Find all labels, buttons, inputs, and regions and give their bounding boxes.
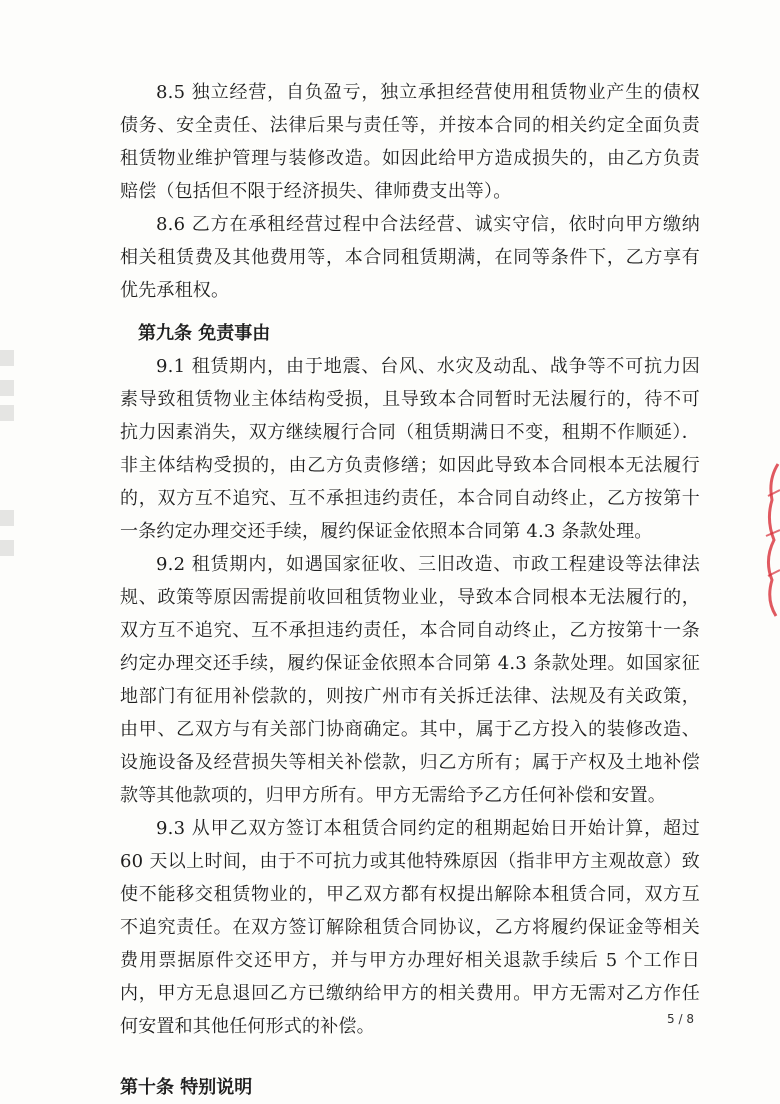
scan-shadow-mark (0, 510, 14, 526)
red-seal-stamp-edge (758, 460, 780, 620)
section-10-heading: 第十条 特别说明 (120, 1077, 253, 1098)
scan-shadow-mark (0, 540, 14, 556)
scan-shadow-mark (0, 405, 14, 421)
clause-9-2: 9.2 租赁期内，如遇国家征收、三旧改造、市政工程建设等法律法规、政策等原因需提前收回租赁物业业，导致本合同根本无法履行的，双方互不追究、互不承担违约责任，本合同自动终止，乙方按第十一条约定办理交还手续，履约保证金依照本合同第 4.3 条款处理。如国家征地部门有征用补偿款的，则按广州市有关拆迁法律、法规及有关政策，由甲、乙双方与有关部门协商确定。其中，属于乙方投入的装修改造、设施设备及经营损失等相关补偿款，归乙方所有；属于产权及土地补偿款等其他款项的，归甲方所有。甲方无需给予乙方任何补偿和安置。 (120, 554, 700, 806)
document-body (120, 76, 700, 1104)
page-number: 5 / 8 (667, 1012, 694, 1026)
clause-8-6: 8.6 乙方在承租经营过程中合法经营、诚实守信，依时向甲方缴纳相关租赁费及其他费用等，本合同租赁期满，在同等条件下，乙方享有优先承租权。 (120, 214, 700, 301)
scan-shadow-mark (0, 380, 14, 396)
clause-9-1: 9.1 租赁期内，由于地震、台风、水灾及动乱、战争等不可抗力因素导致租赁物业主体结构受损，且导致本合同暂时无法履行的，待不可抗力因素消失，双方继续履行合同（租赁期满日不变，租期不作顺延）．非主体结构受损的，由乙方负责修缮；如因此导致本合同根本无法履行的，双方互不追究、互不承担违约责任，本合同自动终止，乙方按第十一条约定办理交还手续，履约保证金依照本合同第 4.3 条款处理。 (120, 356, 700, 542)
clause-9-3: 9.3 从甲乙双方签订本租赁合同约定的租期起始日开始计算，超过 60 天以上时间，由于不可抗力或其他特殊原因（指非甲方主观故意）致使不能移交租赁物业的，甲乙双方都有权提出解除本租赁合同，双方互不追究责任。在双方签订解除租赁合同协议，乙方将履约保证金等相关费用票据原件交还甲方，并与甲方办理好相关退款手续后 5 个工作日内，甲方无息退回乙方已缴纳给甲方的相关费用。甲方无需对乙方作任何安置和其他任何形式的补偿。 (120, 818, 700, 1037)
clause-8-5: 8.5 独立经营，自负盈亏，独立承担经营使用租赁物业产生的债权债务、安全责任、法律后果与责任等，并按本合同的相关约定全面负责租赁物业维护管理与装修改造。如因此给甲方造成损失的，由乙方负责赔偿（包括但不限于经济损失、律师费支出等）。 (120, 82, 700, 202)
scan-shadow-mark (0, 350, 14, 366)
section-9-heading: 第九条 免责事由 (138, 323, 271, 344)
